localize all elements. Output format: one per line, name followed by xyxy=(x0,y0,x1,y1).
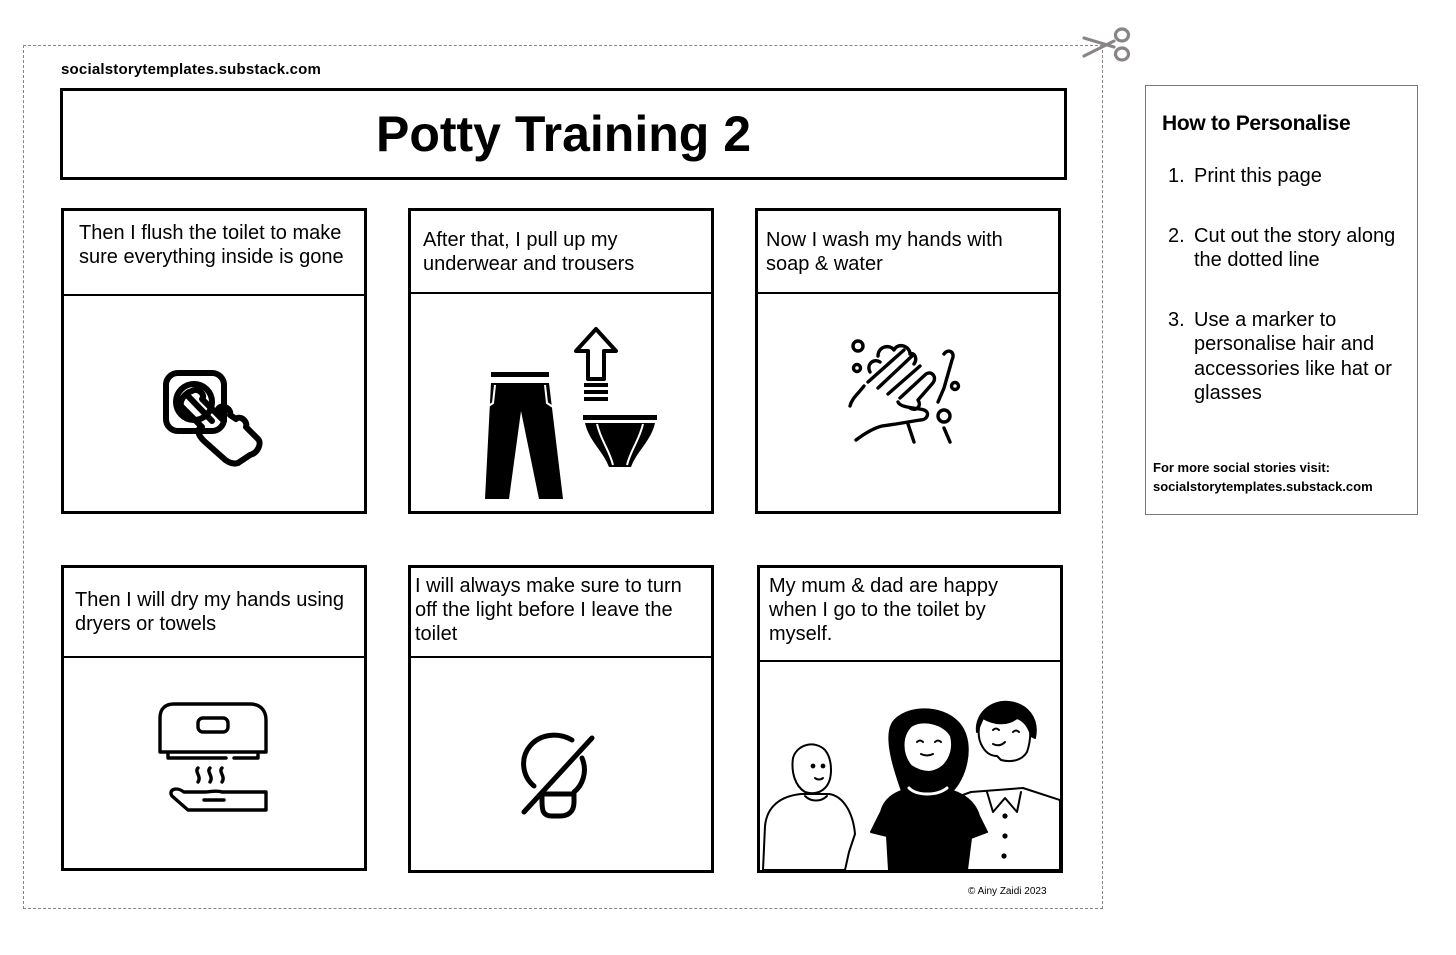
how-to-personalise-panel xyxy=(1145,85,1418,515)
story-card-dry-hands xyxy=(61,565,367,871)
more-stories-label: For more social stories visit: xyxy=(1153,460,1331,475)
card-caption: My mum & dad are happy when I go to the toilet by myself. xyxy=(760,568,1060,662)
title-box xyxy=(60,88,1067,180)
more-stories-note xyxy=(1153,458,1373,496)
site-url: socialstorytemplates.substack.com xyxy=(61,61,322,78)
light-off-icon xyxy=(516,728,606,828)
step-text: Use a marker to personalise hair and accessories like hat or glasses xyxy=(1194,308,1392,404)
card-picture xyxy=(758,294,1058,511)
story-card-happy-parents xyxy=(757,565,1063,873)
card-picture xyxy=(411,294,711,511)
scissors-icon xyxy=(1080,24,1134,64)
hand-dryer-icon xyxy=(154,698,274,818)
family-illustration xyxy=(761,696,1060,870)
card-caption: After that, I pull up my underwear and trousers xyxy=(411,211,711,294)
step-text: Print this page xyxy=(1194,165,1322,187)
story-card-pull-up xyxy=(408,208,714,514)
howto-step xyxy=(1168,308,1413,406)
story-card-flush xyxy=(61,208,367,514)
hand-washing-icon xyxy=(848,338,968,448)
card-caption: Then I flush the toilet to make sure everything inside is gone xyxy=(64,211,364,296)
howto-heading: How to Personalise xyxy=(1162,112,1351,135)
card-caption: I will always make sure to turn off the light before I leave the toilet xyxy=(411,568,711,658)
more-stories-link[interactable]: socialstorytemplates.substack.com xyxy=(1153,479,1373,494)
card-caption: Now I wash my hands with soap & water xyxy=(758,211,1058,294)
trousers-underwear-icon xyxy=(451,321,671,511)
howto-step xyxy=(1168,224,1413,273)
howto-step xyxy=(1168,164,1413,189)
step-number: 1. xyxy=(1168,165,1185,187)
howto-steps xyxy=(1168,164,1413,441)
card-picture xyxy=(64,658,364,868)
card-caption: Then I will dry my hands using dryers or towels xyxy=(64,568,364,658)
step-text: Cut out the story along the dotted line xyxy=(1194,224,1396,271)
card-picture xyxy=(64,296,364,511)
flush-button-icon xyxy=(154,369,274,469)
page-title: Potty Training 2 xyxy=(375,106,752,162)
story-card-wash-hands xyxy=(755,208,1061,514)
copyright-text: © Ainy Zaidi 2023 xyxy=(968,886,1047,897)
step-number: 3. xyxy=(1168,308,1185,331)
story-card-light-off xyxy=(408,565,714,873)
card-picture xyxy=(411,658,711,870)
card-picture xyxy=(760,662,1060,870)
step-number: 2. xyxy=(1168,224,1185,247)
